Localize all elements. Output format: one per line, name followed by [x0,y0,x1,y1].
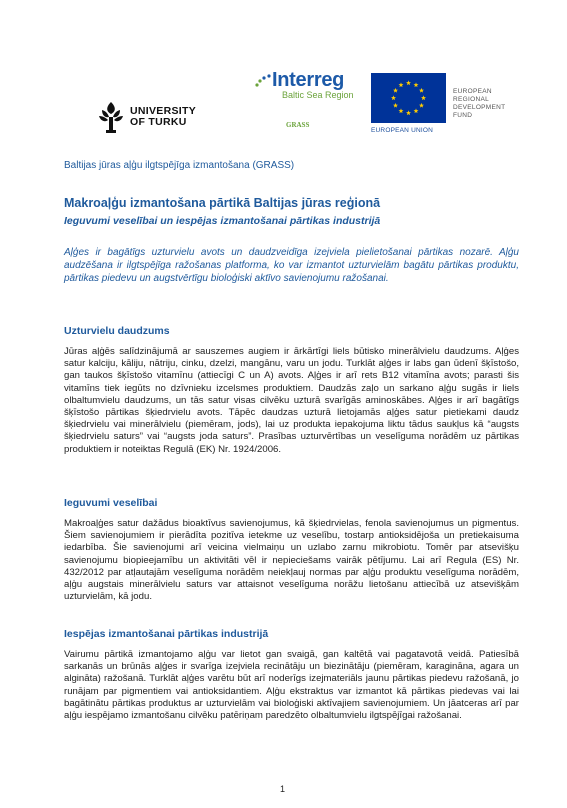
project-line: Baltijas jūras aļģu ilgtspējīga izmantošana (GRASS) [64,160,295,171]
university-of-turku-logo [96,100,196,134]
interreg-arc-icon [254,73,274,87]
eu-star-icon [393,88,398,93]
section-body-nutrients: Jūras aļģēs salīdzinājumā ar sauszemes augiem ir ārkārtīgi liels būtisko minerālvielu daudzums. Aļģes satur kalciju, kāliju, nātriju, cinku, dzelzi, mangānu, varu un jodu. Turklāt aļģes ir labs gan ūdenī šķīstošo, gan taukos šķīstošo vitamīnu (attiecīgi C un A) avots. Aļģes ir arī rets B12 vitamīna avots; parasti šis vitamīns tiek iegūts no dzīvnieku izcelsmes produktiem. Daudzās zaļo un sarkano aļģu sugās ir liels olbaltumvielu daudzums, un tās satur visas cilvēku uzturā svarīgās aminoskābes. Aļģes ir arī bagātīgs šķīstošo pārtikas šķiedrvielu avots. Tāpēc daudzas uzturā lietojamās aļģes satur pietiekami daudz šķiedrvielu vai minerālvielu (piemēram, jods), lai uz produkta iepakojuma liktu tādus saukļus kā “augsts šķiedrvielu saturs” vai “augsts joda saturs”. Prasības uzturvērtības un veselīguma norādēm uz pārtikas produktiem ir noteiktas Regulā (EK) Nr. 1924/2006. [64,346,519,455]
eu-star-icon [391,95,396,100]
page-number: 1 [280,784,286,794]
eu-star-icon [419,88,424,93]
eu-star-icon [406,110,411,115]
interreg-wordmark: Interreg [272,69,345,91]
intro-paragraph: Aļģes ir bagātīgs uzturvielu avots un daudzveidīga izejviela pielietošanai pārtikas nozarē. Aļģu audzēšana ir ilgtspējīga ražošanas platforma, ko var izmantot uzturvielām bagātu pārtikas produktu, pārtikas piedevu un augstvērtīgu bioloģiski aktīvo savienojumu ražošanai. [64,247,519,284]
section-heading-nutrients: Uzturvielu daudzums [64,325,170,337]
eu-star-icon [393,103,398,108]
eu-star-icon [414,108,419,113]
eu-logo [371,73,446,134]
page-subtitle: Ieguvumi veselībai un iespējas izmantošanai pārtikas industrijā [64,215,381,227]
eu-star-icon [406,80,411,85]
eu-star-icon [399,108,404,113]
eu-caption: EUROPEAN UNION [371,127,434,134]
erdf-label: EUROPEAN REGIONAL DEVELOPMENT FUND [453,88,506,119]
interreg-logo [256,70,366,129]
section-heading-health: Ieguvumi veselībai [64,497,158,509]
eu-flag-icon [371,73,446,123]
eu-star-icon [421,95,426,100]
section-body-health: Makroaļģes satur dažādus bioaktīvus savienojumus, kā šķiedrvielas, fenola savienojumus un pigmentus. Šiem savienojumiem ir pierādīta pozitīva ietekme uz veselību, tostarp antioksidējoša un pretiekaisuma iedarbība. Šie savienojumi arī veicina vielmaiņu un uzlabo zarnu mikrobiotu. Tomēr par atsevišķu savienojumu biopieejamību un aktivitāti vēl ir nepieciešams vairāk pētījumu. Lai arī Regula (ES) Nr. 432/2012 par atļautajām veselīguma norādēm neiekļauj normas par aļģu produktu veselīguma norādēm, aļģu augstais minerālvielu saturs var attaisnot veselīguma norāžu lietošanu attiecībā uz atsevišķām uzturvielām, kā jodu. [64,518,519,603]
eu-star-icon [419,103,424,108]
eu-star-icon [399,82,404,87]
torch-icon [96,100,126,134]
section-heading-industry: Iespējas izmantošanai pārtikas industrijā [64,628,269,640]
project-acronym: GRASS [286,121,310,129]
interreg-region: Baltic Sea Region [282,90,354,100]
university-name: UNIVERSITY OF TURKU [130,105,197,128]
eu-star-icon [414,82,419,87]
section-body-industry: Vairumu pārtikā izmantojamo aļģu var lietot gan svaigā, gan kaltētā vai pagatavotā veidā. Patiesībā sarkanās un brūnās aļģes ir svarīga izejviela recinātāju un biezinātāju (piemēram, karagināna, agara un algināta) ražošanā. Turklāt aļģes varētu būt arī noderīgs izejmateriāls jaunu pārtikas piedevu ražošanā, jo runājam par pigmentiem vai antioksidantiem. Aļģu ekstraktus var izmantot kā pārtikas piedevas vai lai bagātinātu pārtikas produktus ar uzturvielām vai bioloģiski aktīvajiem savienojumiem. Un jāatceras arī par aļģu iespējamo izmantošanu cilvēku patēriņam paredzēto olbaltumvielu ilgtspējīgai ražošanai. [64,649,519,722]
page-title: Makroaļģu izmantošana pārtikā Baltijas jūras reģionā [64,196,381,210]
